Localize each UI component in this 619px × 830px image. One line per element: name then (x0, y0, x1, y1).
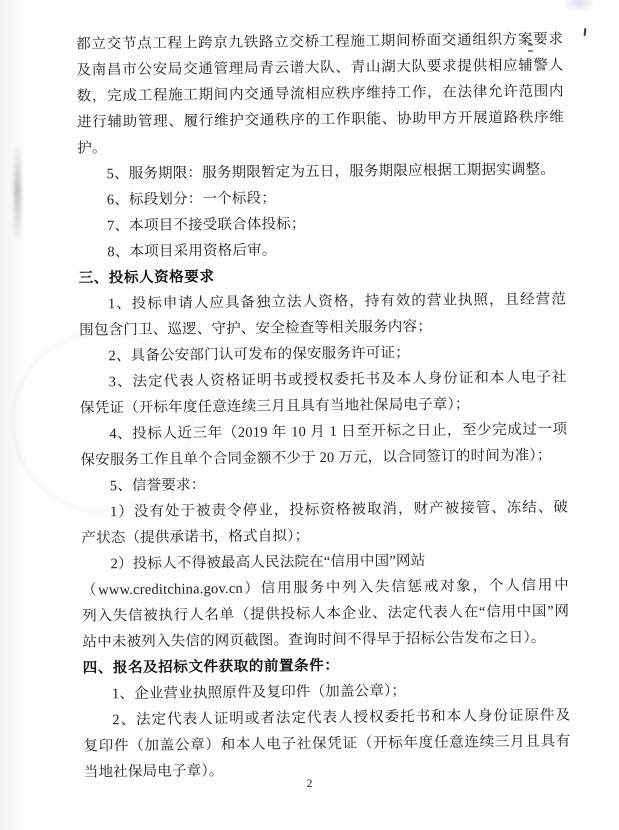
text-line: 1、投标申请人应具备独立法人资格，持有效的营业执照，且经营范 (107, 291, 566, 313)
text-line: （www.creditchina.gov.cn）信用服务中列入失信惩戒对象，个人信用中 (81, 577, 569, 599)
text-line: 站中未被列入失信的网页截图。查询时间不得早于招标公告发布之日）。 (82, 629, 546, 651)
text-line: 5、服务期限：服务期限暂定为五日，服务期限应根据工期据实调整。 (106, 161, 556, 183)
scan-tick-mark (584, 28, 587, 36)
text-line: 列入失信被执行人名单（提供投标人本企业、法定代表人在“信用中国”网 (82, 603, 570, 625)
document-body (76, 26, 571, 785)
text-line: 3、法定代表人资格证明书或授权委托书及本人身份证和本人电子社 (108, 369, 567, 391)
text-line: 进行辅助管理、履行维护交通秩序的工作职能、协助甲方开展道路秩序维 (76, 109, 565, 131)
text-line: 1、企业营业执照原件及复印件（加盖公章）； (111, 683, 407, 703)
text-line: 7、本项目不接受联合体投标； (107, 216, 306, 235)
text-line: 数，完成工程施工期间内交通导流相应秩序维持工作，在法律允许范围内 (76, 83, 564, 105)
text-line: 产状态（提供承诺书，格式自拟）； (81, 528, 310, 547)
text-line: 2）投标人不得被最高人民法院在“信用中国”网站 (110, 552, 426, 573)
scan-smudge (14, 148, 21, 240)
section-heading: 四、报名及招标文件获取的前置条件： (82, 657, 340, 677)
text-line: 及南昌市公安局交通管理局青云谱大队、青山湖大队要求提供相应辅警人 (76, 57, 564, 79)
page-number: 2 (306, 778, 313, 790)
text-line: 2、法定代表人证明或者法定代表人授权委托书和本人身份证原件及 (112, 707, 571, 729)
section-heading: 三、投标人资格要求 (78, 269, 215, 287)
text-line: 8、本项目采用资格后审。 (107, 242, 277, 261)
scan-corner-smudge (566, 0, 592, 10)
text-line: 都立交节点工程上跨京九铁路立交桥工程施工期间桥面交通组织方案要求 (76, 31, 564, 53)
text-line: 保安服务工作且单个合同金额不少于 20 万元，以合同签订的时间为准）； (80, 447, 552, 469)
text-line: 2、具备公安部门认可发布的保安服务许可证； (108, 345, 410, 365)
text-line: 围包含门卫、巡逻、守护、安全检查等相关服务内容； (79, 318, 433, 339)
text-line: 当地社保局电子章）。 (83, 763, 224, 781)
text-line: 1）没有处于被责令停业，投标资格被取消，财产被接管、冻结、破 (110, 499, 569, 521)
text-line: 6、标段划分：一个标段； (106, 190, 277, 209)
text-line: 5、信誉要求： (109, 477, 206, 495)
text-line: 4、投标人近三年（2019 年 10 月 1 日至开标之日止，至少完成过一项 (109, 421, 568, 443)
text-line: 复印件（加盖公章）和本人电子社保凭证（开标年度任意连续三月且具有 (83, 733, 571, 755)
text-line: 保凭证（开标年度任意连续三月且具有当地社保局电子章）； (79, 396, 470, 417)
text-line: 护。 (77, 140, 107, 157)
